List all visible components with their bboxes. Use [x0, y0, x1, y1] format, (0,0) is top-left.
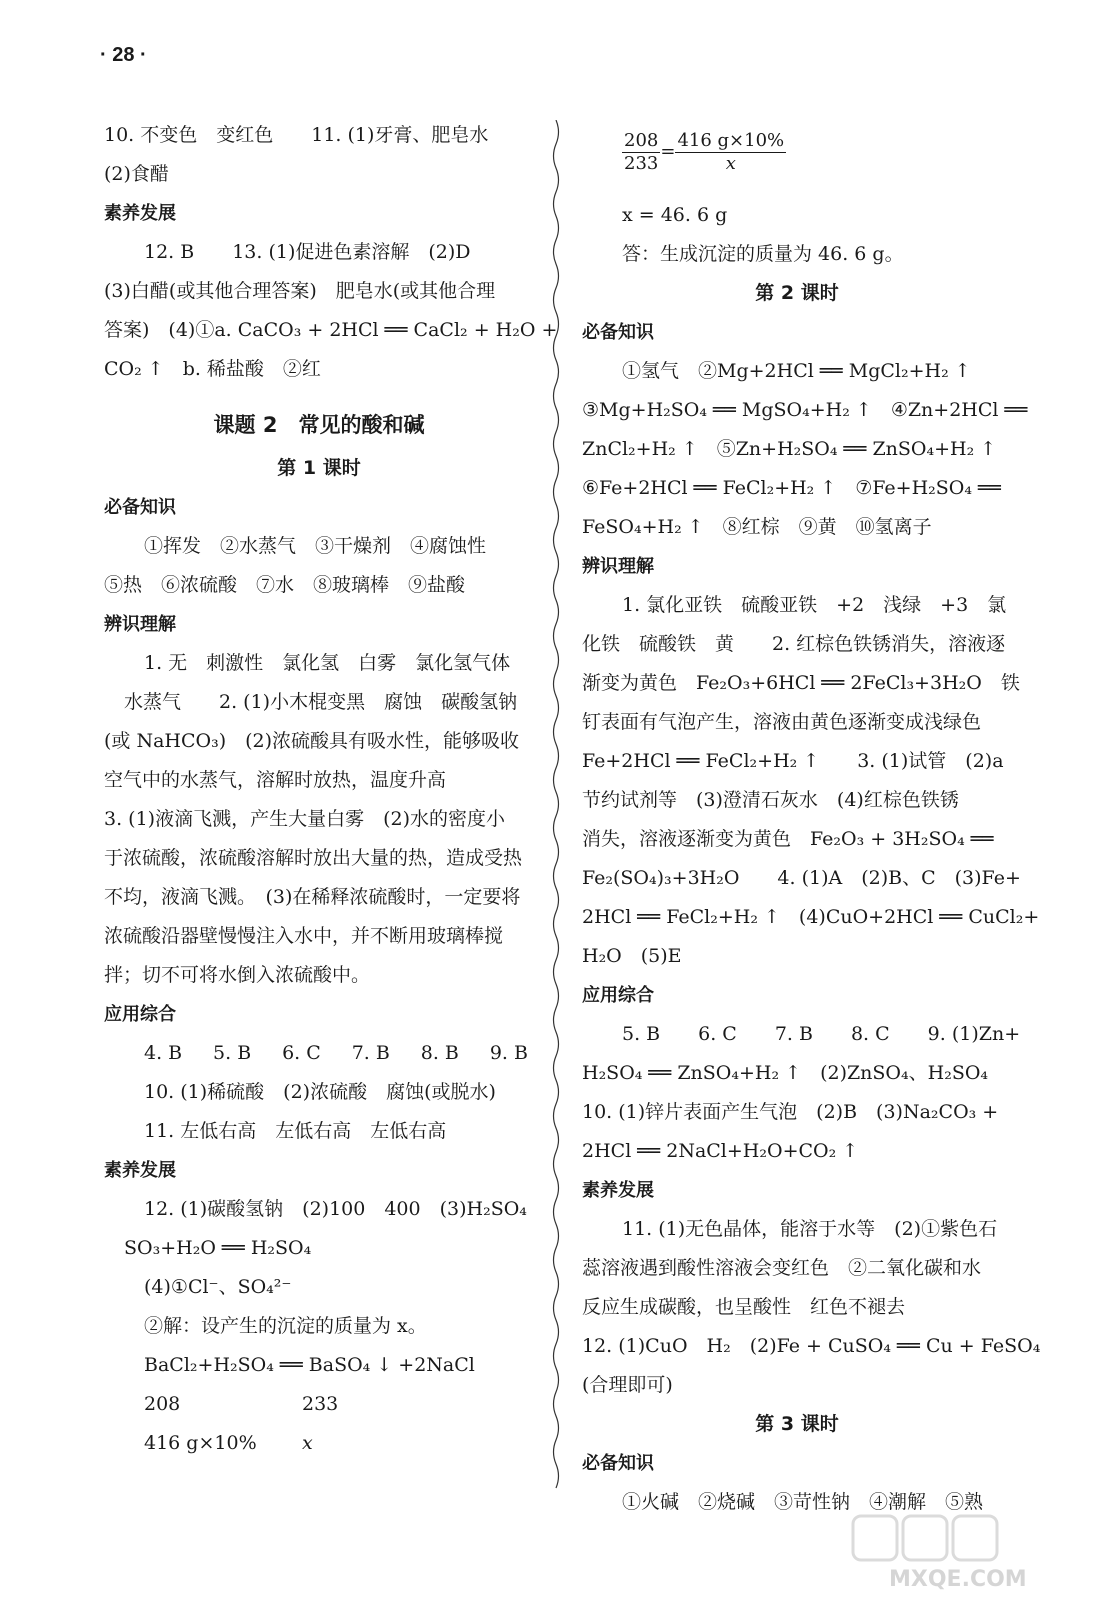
answer-line: 反应生成碳酸，也呈酸性 红色不褪去	[582, 1296, 906, 1318]
answer-line: 10. (1)锌片表面产生气泡 (2)B (3)Na₂CO₃ +	[582, 1101, 999, 1123]
fraction-denominator: x	[725, 152, 736, 174]
lesson-heading: 第 3 课时	[755, 1413, 839, 1435]
answer-line: 10. 不变色 变红色 11. (1)牙膏、肥皂水	[104, 124, 489, 146]
answer-line: (3)白醋(或其他合理答案) 肥皂水(或其他合理	[104, 280, 496, 302]
watermark-logo	[849, 1510, 1099, 1590]
answer-line: FeSO₄+H₂ ↑ ⑧红棕 ⑨黄 ⑩氢离子	[582, 516, 932, 538]
answer-line: (4)①Cl⁻、SO₄²⁻	[144, 1276, 292, 1298]
page-number: · 28 ·	[100, 44, 147, 66]
calc-value: x	[302, 1432, 313, 1454]
section-heading: 素养发展	[104, 1160, 176, 1181]
answer-line: 12. B 13. (1)促进色素溶解 (2)D	[144, 241, 471, 263]
answer-line: 节约试剂等 (3)澄清石灰水 (4)红棕色铁锈	[582, 789, 959, 811]
left-column	[104, 116, 558, 1463]
mc-answer: 8. B	[420, 1042, 459, 1064]
answer-line: ③Mg+H₂SO₄ ══ MgSO₄+H₂ ↑ ④Zn+2HCl ══	[582, 399, 1028, 421]
section-heading: 应用综合	[104, 1004, 176, 1025]
fraction-denominator: 233	[624, 152, 659, 174]
answer-line: 钉表面有气泡产生，溶液由黄色逐渐变成浅绿色	[582, 711, 982, 733]
answer-line: CO₂ ↑ b. 稀盐酸 ②红	[104, 358, 321, 380]
section-heading: 必备知识	[104, 497, 176, 518]
answer-line: (2)食醋	[104, 163, 169, 185]
answer-line: 于浓硫酸，浓硫酸溶解时放出大量的热，造成受热	[104, 847, 523, 869]
section-heading: 应用综合	[582, 985, 654, 1006]
answer-line: 1. 无 刺激性 氯化氢 白雾 氯化氢气体	[144, 652, 511, 674]
calc-row	[104, 1385, 534, 1424]
answer-line: ⑤热 ⑥浓硫酸 ⑦水 ⑧玻璃棒 ⑨盐酸	[104, 574, 466, 596]
mc-answer: 6. C	[282, 1042, 321, 1064]
answer-line: 拌；切不可将水倒入浓硫酸中。	[104, 964, 371, 986]
section-heading: 辨识理解	[582, 556, 654, 577]
answer-line: 渐变为黄色 Fe₂O₃+6HCl ══ 2FeCl₃+3H₂O 铁	[582, 672, 1020, 694]
equation-line: SO₃+H₂O ══ H₂SO₄	[124, 1237, 312, 1259]
answer-line: 2HCl ══ 2NaCl+H₂O+CO₂ ↑	[582, 1140, 859, 1162]
answer-line: 12. (1)碳酸氢钠 (2)100 400 (3)H₂SO₄	[144, 1198, 527, 1220]
section-heading: 辨识理解	[104, 614, 176, 635]
answer-line: ZnCl₂+H₂ ↑ ⑤Zn+H₂SO₄ ══ ZnSO₄+H₂ ↑	[582, 438, 997, 460]
answer-line: 化铁 硫酸铁 黄 2. 红棕色铁锈消失，溶液逐	[582, 633, 1006, 655]
answer-line: 12. (1)CuO H₂ (2)Fe + CuSO₄ ══ Cu + FeSO₄	[582, 1335, 1041, 1357]
answer-line: 3. (1)液滴飞溅，产生大量白雾 (2)水的密度小	[104, 808, 505, 830]
answer-line: H₂O (5)E	[582, 945, 682, 967]
lesson-heading: 第 1 课时	[277, 457, 361, 479]
answer-line: 11. (1)无色晶体，能溶于水等 (2)①紫色石	[622, 1218, 998, 1240]
calc-value: 416 g×10%	[144, 1432, 257, 1454]
topic-title: 课题 2 常见的酸和碱	[213, 413, 425, 437]
answer-line: x = 46. 6 g	[622, 204, 728, 226]
section-heading: 必备知识	[582, 322, 654, 343]
answer-line: Fe+2HCl ══ FeCl₂+H₂ ↑ 3. (1)试管 (2)a	[582, 750, 1004, 772]
answer-line: (或 NaHCO₃) (2)浓硫酸具有吸水性，能够吸收	[104, 730, 520, 752]
answer-line: (合理即可)	[582, 1374, 673, 1396]
answer-line: 1. 氯化亚铁 硫酸亚铁 +2 浅绿 +3 氯	[622, 594, 1007, 616]
answer-line: 答案) (4)①a. CaCO₃ + 2HCl ══ CaCl₂ + H₂O +	[104, 319, 558, 341]
mc-answer: 7. B	[351, 1042, 390, 1064]
calc-row	[104, 1424, 534, 1463]
answer-line: ②解：设产生的沉淀的质量为 x。	[144, 1315, 427, 1337]
section-heading: 素养发展	[582, 1180, 654, 1201]
fraction-equation: $\frac{208}{233}$ = $\frac{416 g\times 10\%}{x}$	[624, 129, 785, 174]
answer-line: 2HCl ══ FeCl₂+H₂ ↑ (4)CuO+2HCl ══ CuCl₂+	[582, 906, 1040, 928]
lesson-heading: 第 2 课时	[755, 282, 839, 304]
multiple-choice-row	[104, 1034, 534, 1073]
fraction-numerator: 416 g×10%	[677, 129, 785, 151]
answer-line: 11. 左低右高 左低右高 左低右高	[144, 1120, 447, 1142]
section-heading: 素养发展	[104, 203, 176, 224]
answer-line: 空气中的水蒸气，溶解时放热，温度升高	[104, 769, 447, 791]
mc-answer: 4. B	[144, 1042, 183, 1064]
answer-line: 浓硫酸沿器壁慢慢注入水中，并不断用玻璃棒搅	[104, 925, 504, 947]
answer-line: ⑥Fe+2HCl ══ FeCl₂+H₂ ↑ ⑦Fe+H₂SO₄ ══	[582, 477, 1001, 499]
right-column	[582, 116, 1041, 1522]
answer-line: 5. B 6. C 7. B 8. C 9. (1)Zn+	[622, 1023, 1021, 1045]
calc-value: 233	[302, 1393, 339, 1415]
answer-line: 10. (1)稀硫酸 (2)浓硫酸 腐蚀(或脱水)	[144, 1081, 496, 1103]
answer-line: 不均，液滴飞溅。 (3)在稀释浓硫酸时，一定要将	[104, 886, 521, 908]
calc-value: 208	[144, 1393, 181, 1415]
answer-line: 蕊溶液遇到酸性溶液会变红色 ②二氧化碳和水	[582, 1257, 982, 1279]
answer-line: 消失，溶液逐渐变为黄色 Fe₂O₃ + 3H₂SO₄ ══	[582, 828, 994, 850]
section-heading: 必备知识	[582, 1453, 654, 1474]
equation-line: BaCl₂+H₂SO₄ ══ BaSO₄ ↓ +2NaCl	[144, 1354, 475, 1376]
answer-line: 水蒸气 2. (1)小木棍变黑 腐蚀 碳酸氢钠	[124, 691, 518, 713]
mc-answer: 9. B	[489, 1042, 528, 1064]
answer-line: Fe₂(SO₄)₃+3H₂O 4. (1)A (2)B、C (3)Fe+	[582, 867, 1021, 889]
mc-answer: 5. B	[213, 1042, 252, 1064]
answer-line: H₂SO₄ ══ ZnSO₄+H₂ ↑ (2)ZnSO₄、H₂SO₄	[582, 1062, 989, 1084]
answer-line: ①挥发 ②水蒸气 ③干燥剂 ④腐蚀性	[144, 535, 487, 557]
answer-line: 答：生成沉淀的质量为 46. 6 g。	[622, 243, 904, 265]
watermark-text: MXQE.COM	[889, 1567, 1027, 1590]
answer-line: ①火碱 ②烧碱 ③苛性钠 ④潮解 ⑤熟	[622, 1491, 984, 1513]
answer-line: ①氢气 ②Mg+2HCl ══ MgCl₂+H₂ ↑	[622, 360, 971, 382]
fraction-numerator: 208	[624, 129, 659, 151]
